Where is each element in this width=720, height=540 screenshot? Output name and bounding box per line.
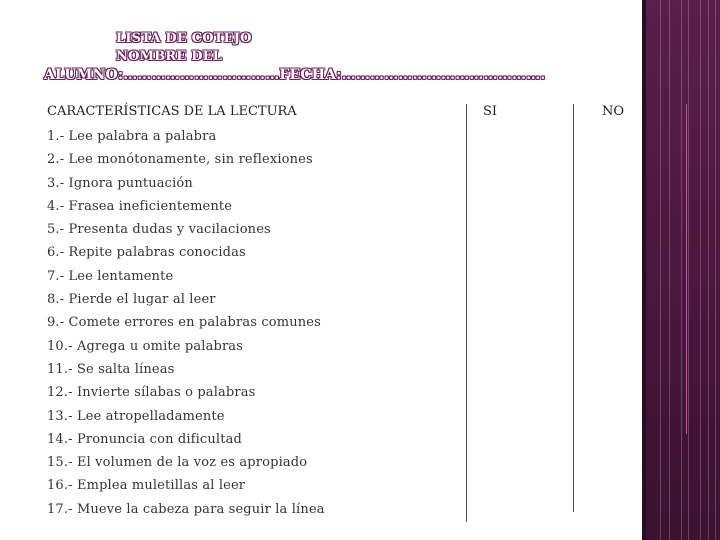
column-si-heading: SI (483, 104, 498, 119)
list-item: 13.- Lee atropelladamente (47, 408, 225, 424)
column-divider (573, 104, 574, 512)
sidebar-edge (642, 0, 646, 540)
decorative-sidebar (642, 0, 720, 540)
student-name-label: NOMBRE DEL (116, 49, 223, 64)
list-item: 2.- Lee monótonamente, sin reflexiones (47, 152, 313, 168)
list-item: 8.- Pierde el lugar al leer (47, 292, 216, 308)
sidebar-stripe (688, 0, 689, 540)
list-item: 3.- Ignora puntuación (47, 175, 193, 191)
list-item: 6.- Repite palabras conocidas (47, 245, 246, 261)
document-title: LISTA DE COTEJO (116, 31, 252, 46)
list-item: 12.- Invierte sílabas o palabras (47, 385, 256, 401)
sidebar-stripe (681, 0, 682, 540)
list-item: 7.- Lee lentamente (47, 268, 174, 284)
list-item: 1.- Lee palabra a palabra (47, 129, 217, 144)
list-item: 11.- Se salta líneas (47, 361, 175, 377)
list-item: 16.- Emplea muletillas al leer (47, 478, 246, 494)
list-item: 15.- El volumen de la voz es apropiado (47, 455, 308, 471)
list-item: 4.- Frasea ineficientemente (47, 198, 233, 214)
list-item: 14.- Pronuncia con dificultad (47, 431, 242, 447)
sidebar-stripe (715, 0, 716, 540)
sidebar-stripe (660, 0, 661, 540)
sidebar-stripe (700, 0, 701, 540)
characteristics-heading: CARACTERÍSTICAS DE LA LECTURA (47, 104, 297, 119)
column-no-heading: NO (602, 104, 625, 119)
column-divider (466, 104, 467, 522)
list-item: 9.- Comete errores en palabras comunes (47, 315, 321, 331)
sidebar-stripe (669, 0, 670, 540)
characteristics-list (47, 125, 325, 521)
list-item: 17.- Mueve la cabeza para seguir la línea (47, 501, 325, 517)
student-date-line: ALUMNO:……………………………FECHA:……………………………………. (44, 67, 546, 83)
column-divider (686, 104, 687, 434)
sidebar-stripe (708, 0, 709, 540)
list-item: 5.- Presenta dudas y vacilaciones (47, 222, 271, 238)
list-item: 10.- Agrega u omite palabras (47, 338, 244, 354)
